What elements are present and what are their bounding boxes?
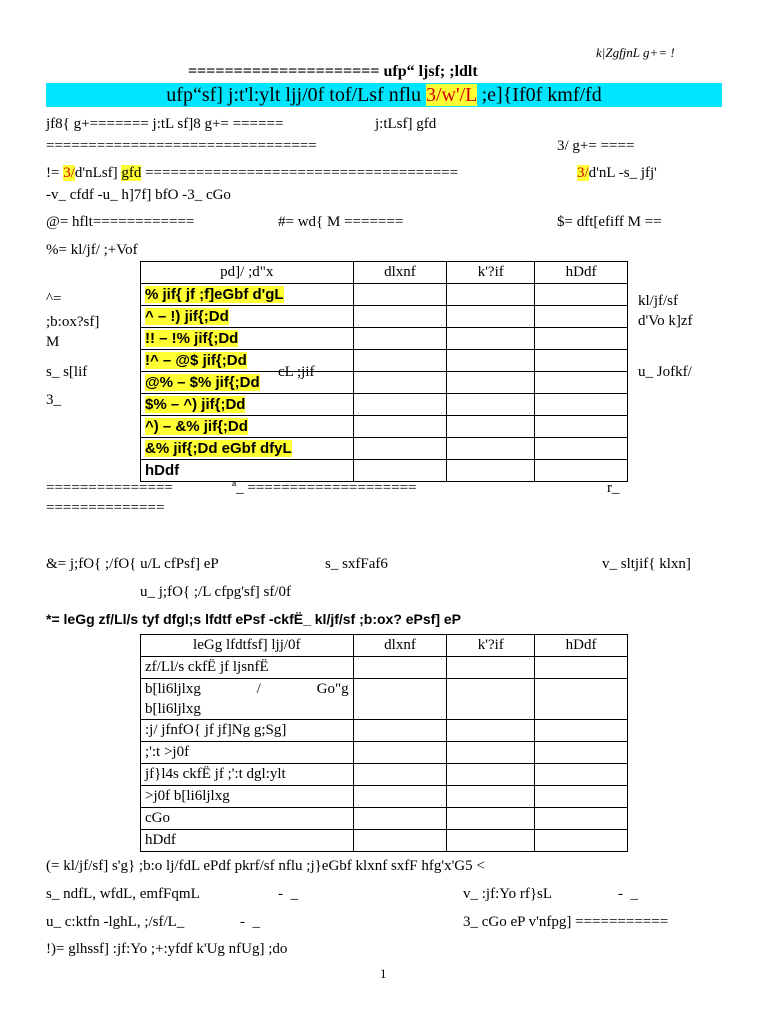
cell-total[interactable] <box>535 679 628 720</box>
cell-male[interactable] <box>447 786 535 808</box>
table-row <box>141 328 628 350</box>
header-male: k'?if <box>447 262 535 284</box>
table-row <box>141 306 628 328</box>
cell-female[interactable] <box>353 416 447 438</box>
table-row <box>141 679 628 720</box>
disability-label-part: / <box>256 681 261 697</box>
q1-name: gfd <box>121 165 142 181</box>
total-label: hDdf <box>145 832 176 848</box>
q1-fill: ===================================== <box>145 165 459 181</box>
disability-label: cGo <box>145 810 170 826</box>
cell-total[interactable] <box>535 284 628 306</box>
cell-female[interactable] <box>353 394 447 416</box>
cell-female[interactable] <box>353 328 447 350</box>
table-row <box>141 808 628 830</box>
q5-family-count: %= kl/jf/ ;+Vof <box>46 242 138 258</box>
cell-male[interactable] <box>447 808 535 830</box>
cell-total[interactable] <box>535 372 628 394</box>
cell-male[interactable] <box>447 328 535 350</box>
disability-label-part: b[li6ljlxg <box>145 681 201 697</box>
cell-male[interactable] <box>447 764 535 786</box>
separator-line: ================================ <box>46 138 317 154</box>
q1-line <box>46 165 458 182</box>
cell-female[interactable] <box>353 786 447 808</box>
banner-part2: 3/w'/L <box>425 84 477 106</box>
separator-a: =============== <box>46 480 173 496</box>
age-label: @% – $% jif{;Dd <box>145 373 260 391</box>
table-row <box>141 786 628 808</box>
q9-treatment: (= kl/jf/sf] s'g} ;b:o lj/fdL ePdf pkrf/sf nflu ;j}eGbf klxnf sxfF hfg'x'G5 < <box>46 858 485 874</box>
q7-reason: u_ j;fO{ ;/L cfpg'sf] sf/0f <box>140 584 291 600</box>
cell-female[interactable] <box>353 438 447 460</box>
header-right: k|ZgfjnL g+= ! <box>596 45 675 60</box>
cell-female[interactable] <box>353 742 447 764</box>
cell-total[interactable] <box>535 328 628 350</box>
cell-female[interactable] <box>353 284 447 306</box>
table-row <box>141 764 628 786</box>
overlap-text: cL ;jif <box>278 364 315 380</box>
q6-agri: s_ s[lif <box>46 364 88 380</box>
q1-owner: d'nLsf] <box>74 165 118 181</box>
cell-total[interactable] <box>535 808 628 830</box>
cell-female[interactable] <box>353 350 447 372</box>
form-title: ===================== ufp“ ljsf; ;ldlt <box>188 63 478 80</box>
table-row <box>141 350 628 372</box>
header-total: hDdf <box>535 635 628 657</box>
banner-part1: ufp“sf] j:t'l:ylt ljj/0f tof/Lsf nflu <box>166 84 421 106</box>
q4-language: $= dft[efiff M == <box>557 214 662 230</box>
option-c-box[interactable]: - _ <box>240 914 260 930</box>
q6-colon: M <box>46 334 60 350</box>
disability-label: zf/Ll/s ckfË jf ljsnfË <box>145 659 269 675</box>
cell-male[interactable] <box>447 350 535 372</box>
separator-c: r_ <box>607 480 620 496</box>
q1-right <box>577 165 657 182</box>
table-header-row <box>141 635 628 657</box>
cell-male[interactable] <box>447 460 535 482</box>
age-label: !^ – @$ jif{;Dd <box>145 351 247 369</box>
cell-total[interactable] <box>535 786 628 808</box>
table-header-row <box>141 262 628 284</box>
cell-total[interactable] <box>535 416 628 438</box>
option-b: v_ :jf:Yo rf}sL <box>463 886 553 902</box>
cell-total[interactable] <box>535 306 628 328</box>
q8-disability: *= leGg zf/Ll/s tyf dfgl;s lfdtf ePsf -ckfË_ kl/jf/sf ;b:ox? ePsf] eP <box>46 611 462 627</box>
table-row <box>141 657 628 679</box>
right-occupation: d'Vo k]zf <box>638 313 693 329</box>
cell-female[interactable] <box>353 830 447 852</box>
cell-total[interactable] <box>535 742 628 764</box>
ward-line: jf8{ g+======= j:tL sf]8 g+= ====== <box>46 116 284 132</box>
cell-total[interactable] <box>535 720 628 742</box>
banner-part3: ;e]{If0f kmf/fd <box>481 84 602 106</box>
cell-female[interactable] <box>353 306 447 328</box>
table-total-row <box>141 830 628 852</box>
header-female: dlxnf <box>353 635 447 657</box>
cell-female[interactable] <box>353 679 447 720</box>
table-row <box>141 720 628 742</box>
cell-total[interactable] <box>535 394 628 416</box>
table-row <box>141 284 628 306</box>
cell-total[interactable] <box>535 350 628 372</box>
q6-other: 3_ <box>46 392 61 408</box>
table-row <box>141 742 628 764</box>
table-row <box>141 394 628 416</box>
q1-number: != <box>46 165 60 181</box>
cell-male[interactable] <box>447 657 535 679</box>
house-number: 3/ g+= ==== <box>557 138 635 154</box>
table-row <box>141 416 628 438</box>
disability-label-line2: b[li6ljlxg <box>145 701 201 717</box>
cell-male[interactable] <box>447 306 535 328</box>
q1-house: 3/ <box>63 165 75 181</box>
header-disability-type: leGg lfdtfsf] ljj/0f <box>141 635 354 657</box>
cell-male[interactable] <box>447 438 535 460</box>
cell-male[interactable] <box>447 742 535 764</box>
header-total: hDdf <box>535 262 628 284</box>
option-a-box[interactable]: - _ <box>278 886 298 902</box>
age-label: $% – ^) jif{;Dd <box>145 395 246 413</box>
q3-religion: #= wd{ M ======= <box>278 214 404 230</box>
option-d: 3_ cGo eP v'nfpg] =========== <box>463 914 669 930</box>
total-label: hDdf <box>145 461 180 479</box>
cell-female[interactable] <box>353 657 447 679</box>
banner <box>46 83 722 107</box>
header-female: dlxnf <box>353 262 447 284</box>
age-label: !! – !% jif{;Dd <box>145 329 239 347</box>
q6-members: ;b:ox?sf] <box>46 314 100 330</box>
settlement-name: j:tLsf] gfd <box>375 116 437 132</box>
disability-label: jf}l4s ckfË jf ;':t dgl:ylt <box>145 766 286 782</box>
age-label: &% jif{;Dd eGbf dfyL <box>145 439 292 457</box>
cell-male[interactable] <box>447 372 535 394</box>
q1-options: -v_ cfdf -u_ h]7f] bfO -3_ cGo <box>46 187 231 203</box>
q1-house-2: 3/ <box>577 165 589 181</box>
cell-male[interactable] <box>447 679 535 720</box>
q1-owner-2: d'nL -s_ jfj' <box>588 165 657 181</box>
cell-female[interactable] <box>353 720 447 742</box>
cell-total[interactable] <box>535 438 628 460</box>
cell-male[interactable] <box>447 416 535 438</box>
age-label: % jif{ jf ;f]eGbf d'gL <box>145 285 284 303</box>
q7-from-where: s_ sxfFaf6 <box>325 556 388 572</box>
table-total-row <box>141 460 628 482</box>
disability-label: >j0f b[li6ljlxg <box>145 788 230 804</box>
disability-label-part: Go"g <box>316 681 349 697</box>
option-c: u_ c:ktfn -lghL, ;/sf/L_ <box>46 914 185 930</box>
header-male: k'?if <box>447 635 535 657</box>
q10-time: !)= glhssf] :jf:Yo ;+:yfdf k'Ug nfUg] ;do <box>46 941 288 957</box>
cell-female[interactable] <box>353 808 447 830</box>
cell-male[interactable] <box>447 394 535 416</box>
disability-table <box>140 634 628 852</box>
right-family: kl/jf/sf <box>638 293 678 309</box>
separator-d: ============== <box>46 500 165 516</box>
cell-female[interactable] <box>353 372 447 394</box>
age-label: ^ – !) jif{;Dd <box>145 307 229 325</box>
q2-caste: @= hflt============ <box>46 214 195 230</box>
age-group-table <box>140 261 628 482</box>
page-number: 1 <box>380 966 387 981</box>
disability-label: ;':t >j0f <box>145 744 190 760</box>
disability-label: :j/ jfnfO{ jf jf]Ng g;Sg] <box>145 722 287 738</box>
option-b-box[interactable]: - _ <box>618 886 638 902</box>
cell-total[interactable] <box>535 764 628 786</box>
cell-total[interactable] <box>535 830 628 852</box>
cell-male[interactable] <box>447 284 535 306</box>
q7-how-long: v_ sltjif{ klxn] <box>602 556 691 572</box>
q7-migration: &= j;fO{ ;/fO{ u/L cfPsf] eP <box>46 556 219 572</box>
disability-label-line1 <box>145 679 349 699</box>
header-age-group: pd]/ ;d"x <box>141 262 354 284</box>
cell-total[interactable] <box>535 460 628 482</box>
table-row <box>141 438 628 460</box>
separator-b: ª_ ==================== <box>232 480 417 496</box>
right-business: u_ Jofkf/ <box>638 364 692 380</box>
q6-number: ^= <box>46 291 62 307</box>
option-a: s_ ndfL, wfdL, emfFqmL <box>46 886 200 902</box>
cell-male[interactable] <box>447 720 535 742</box>
cell-female[interactable] <box>353 460 447 482</box>
cell-female[interactable] <box>353 764 447 786</box>
table-row <box>141 372 628 394</box>
cell-male[interactable] <box>447 830 535 852</box>
cell-total[interactable] <box>535 657 628 679</box>
age-label: ^) – &% jif{;Dd <box>145 417 248 435</box>
